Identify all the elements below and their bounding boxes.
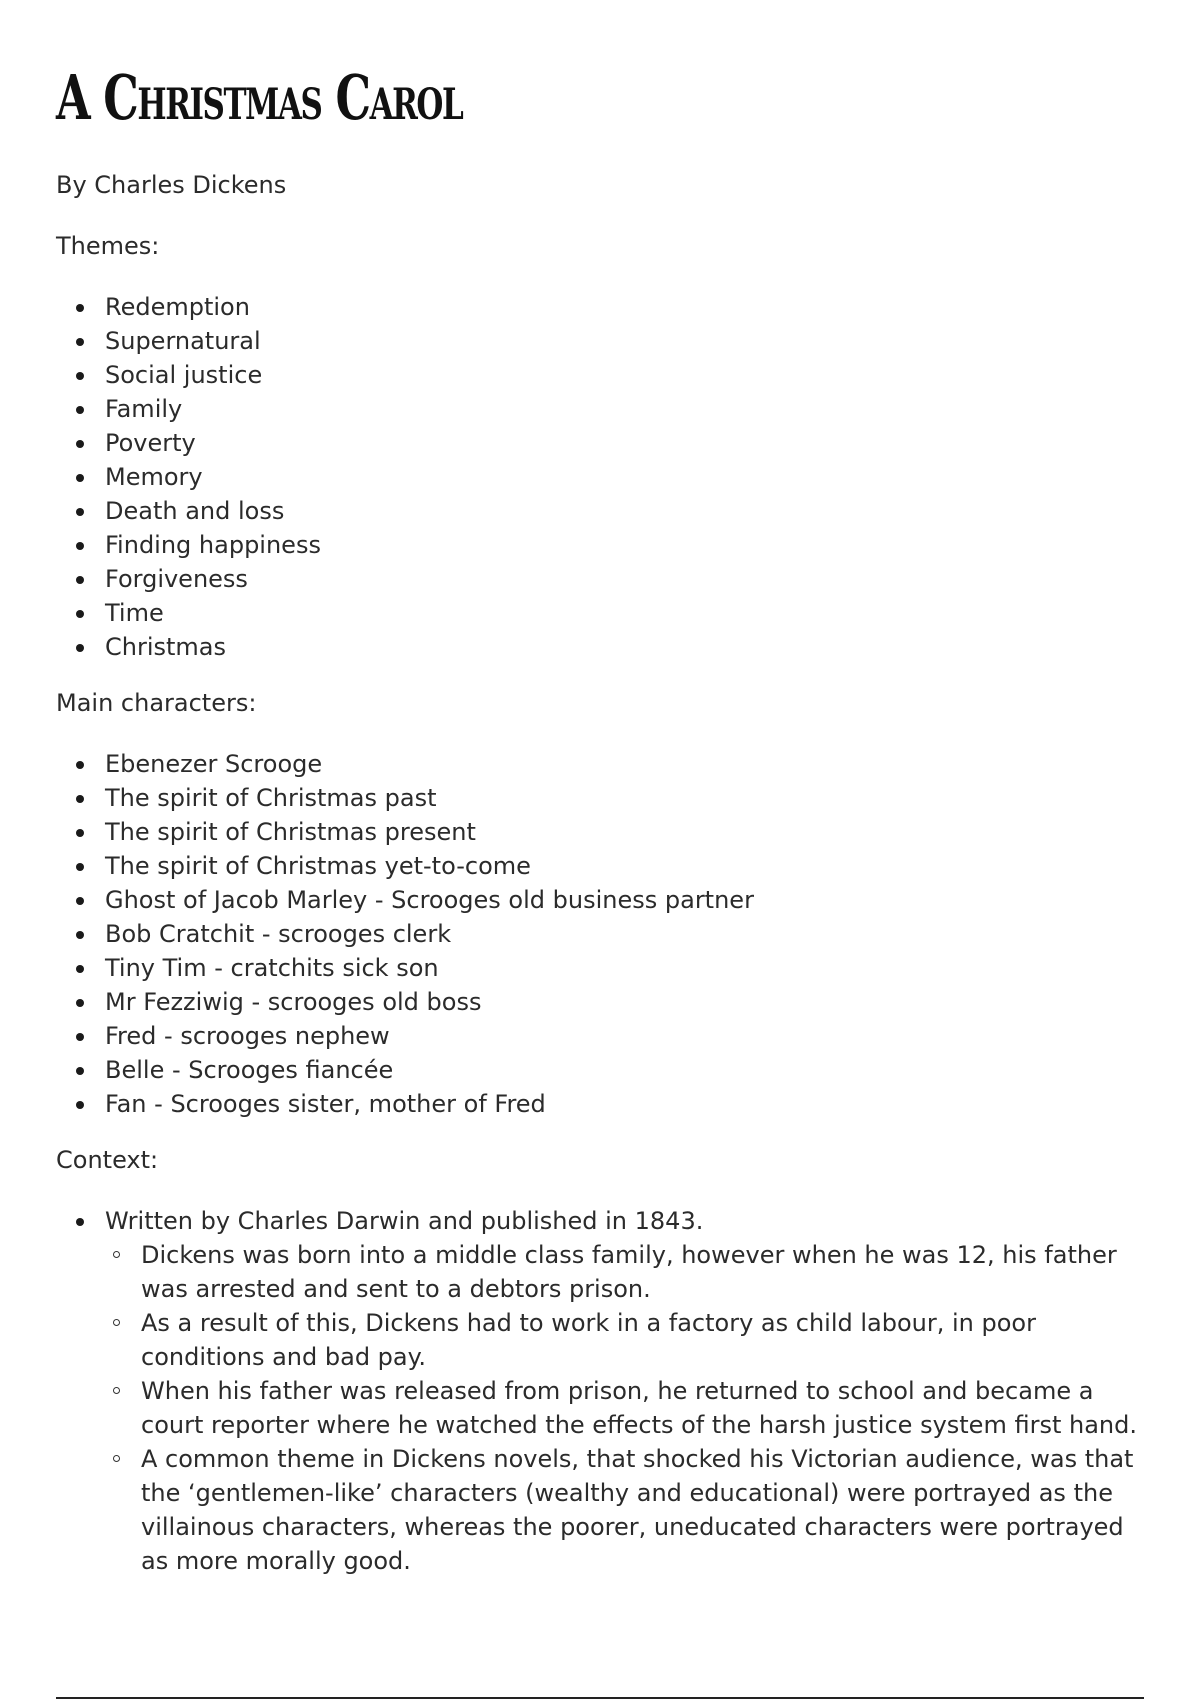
- characters-heading: Main characters:: [56, 689, 257, 717]
- list-item: Supernatural: [56, 324, 1146, 358]
- sub-list-item: A common theme in Dickens novels, that shocked his Victorian audience, was that the ‘gentlemen-like’ characters (wealthy and educational) were portrayed as the villainous characters, whereas the poorer, uneducated characters were portrayed as more morally good.: [56, 1442, 1146, 1578]
- list-item: Mr Fezziwig - scrooges old boss: [56, 985, 1146, 1019]
- list-item: Forgiveness: [56, 562, 1146, 596]
- context-list: [56, 1204, 1146, 1238]
- document-body: [56, 168, 1146, 1578]
- list-item: Belle - Scrooges fiancée: [56, 1053, 1146, 1087]
- themes-list: [56, 290, 1146, 664]
- list-item: Poverty: [56, 426, 1146, 460]
- list-item: Redemption: [56, 290, 1146, 324]
- list-item: The spirit of Christmas past: [56, 781, 1146, 815]
- list-item: Social justice: [56, 358, 1146, 392]
- list-item: Family: [56, 392, 1146, 426]
- list-item: Memory: [56, 460, 1146, 494]
- themes-heading: Themes:: [56, 232, 160, 260]
- context-sub-list: [56, 1238, 1146, 1578]
- list-item: The spirit of Christmas present: [56, 815, 1146, 849]
- list-item: Death and loss: [56, 494, 1146, 528]
- list-item: Bob Cratchit - scrooges clerk: [56, 917, 1146, 951]
- list-item: Ghost of Jacob Marley - Scrooges old business partner: [56, 883, 1146, 917]
- footer-divider: [56, 1697, 1144, 1699]
- context-heading: Context:: [56, 1146, 159, 1174]
- list-item: Time: [56, 596, 1146, 630]
- list-item: Ebenezer Scrooge: [56, 747, 1146, 781]
- characters-list: [56, 747, 1146, 1121]
- sub-list-item: Dickens was born into a middle class family, however when he was 12, his father was arrested and sent to a debtors prison.: [56, 1238, 1146, 1306]
- list-item: Tiny Tim - cratchits sick son: [56, 951, 1146, 985]
- list-item: The spirit of Christmas yet-to-come: [56, 849, 1146, 883]
- sub-list-item: As a result of this, Dickens had to work in a factory as child labour, in poor conditions and bad pay.: [56, 1306, 1146, 1374]
- sub-list-item: When his father was released from prison, he returned to school and became a court reporter where he watched the effects of the harsh justice system first hand.: [56, 1374, 1146, 1442]
- list-item: Fred - scrooges nephew: [56, 1019, 1146, 1053]
- context-main-point: Written by Charles Darwin and published in 1843.: [105, 1207, 704, 1235]
- list-item: Finding happiness: [56, 528, 1146, 562]
- page-title: A Christmas Carol: [56, 61, 463, 134]
- list-item: Christmas: [56, 630, 1146, 664]
- author-line: By Charles Dickens: [56, 171, 287, 199]
- list-item: [56, 1204, 1146, 1238]
- list-item: Fan - Scrooges sister, mother of Fred: [56, 1087, 1146, 1121]
